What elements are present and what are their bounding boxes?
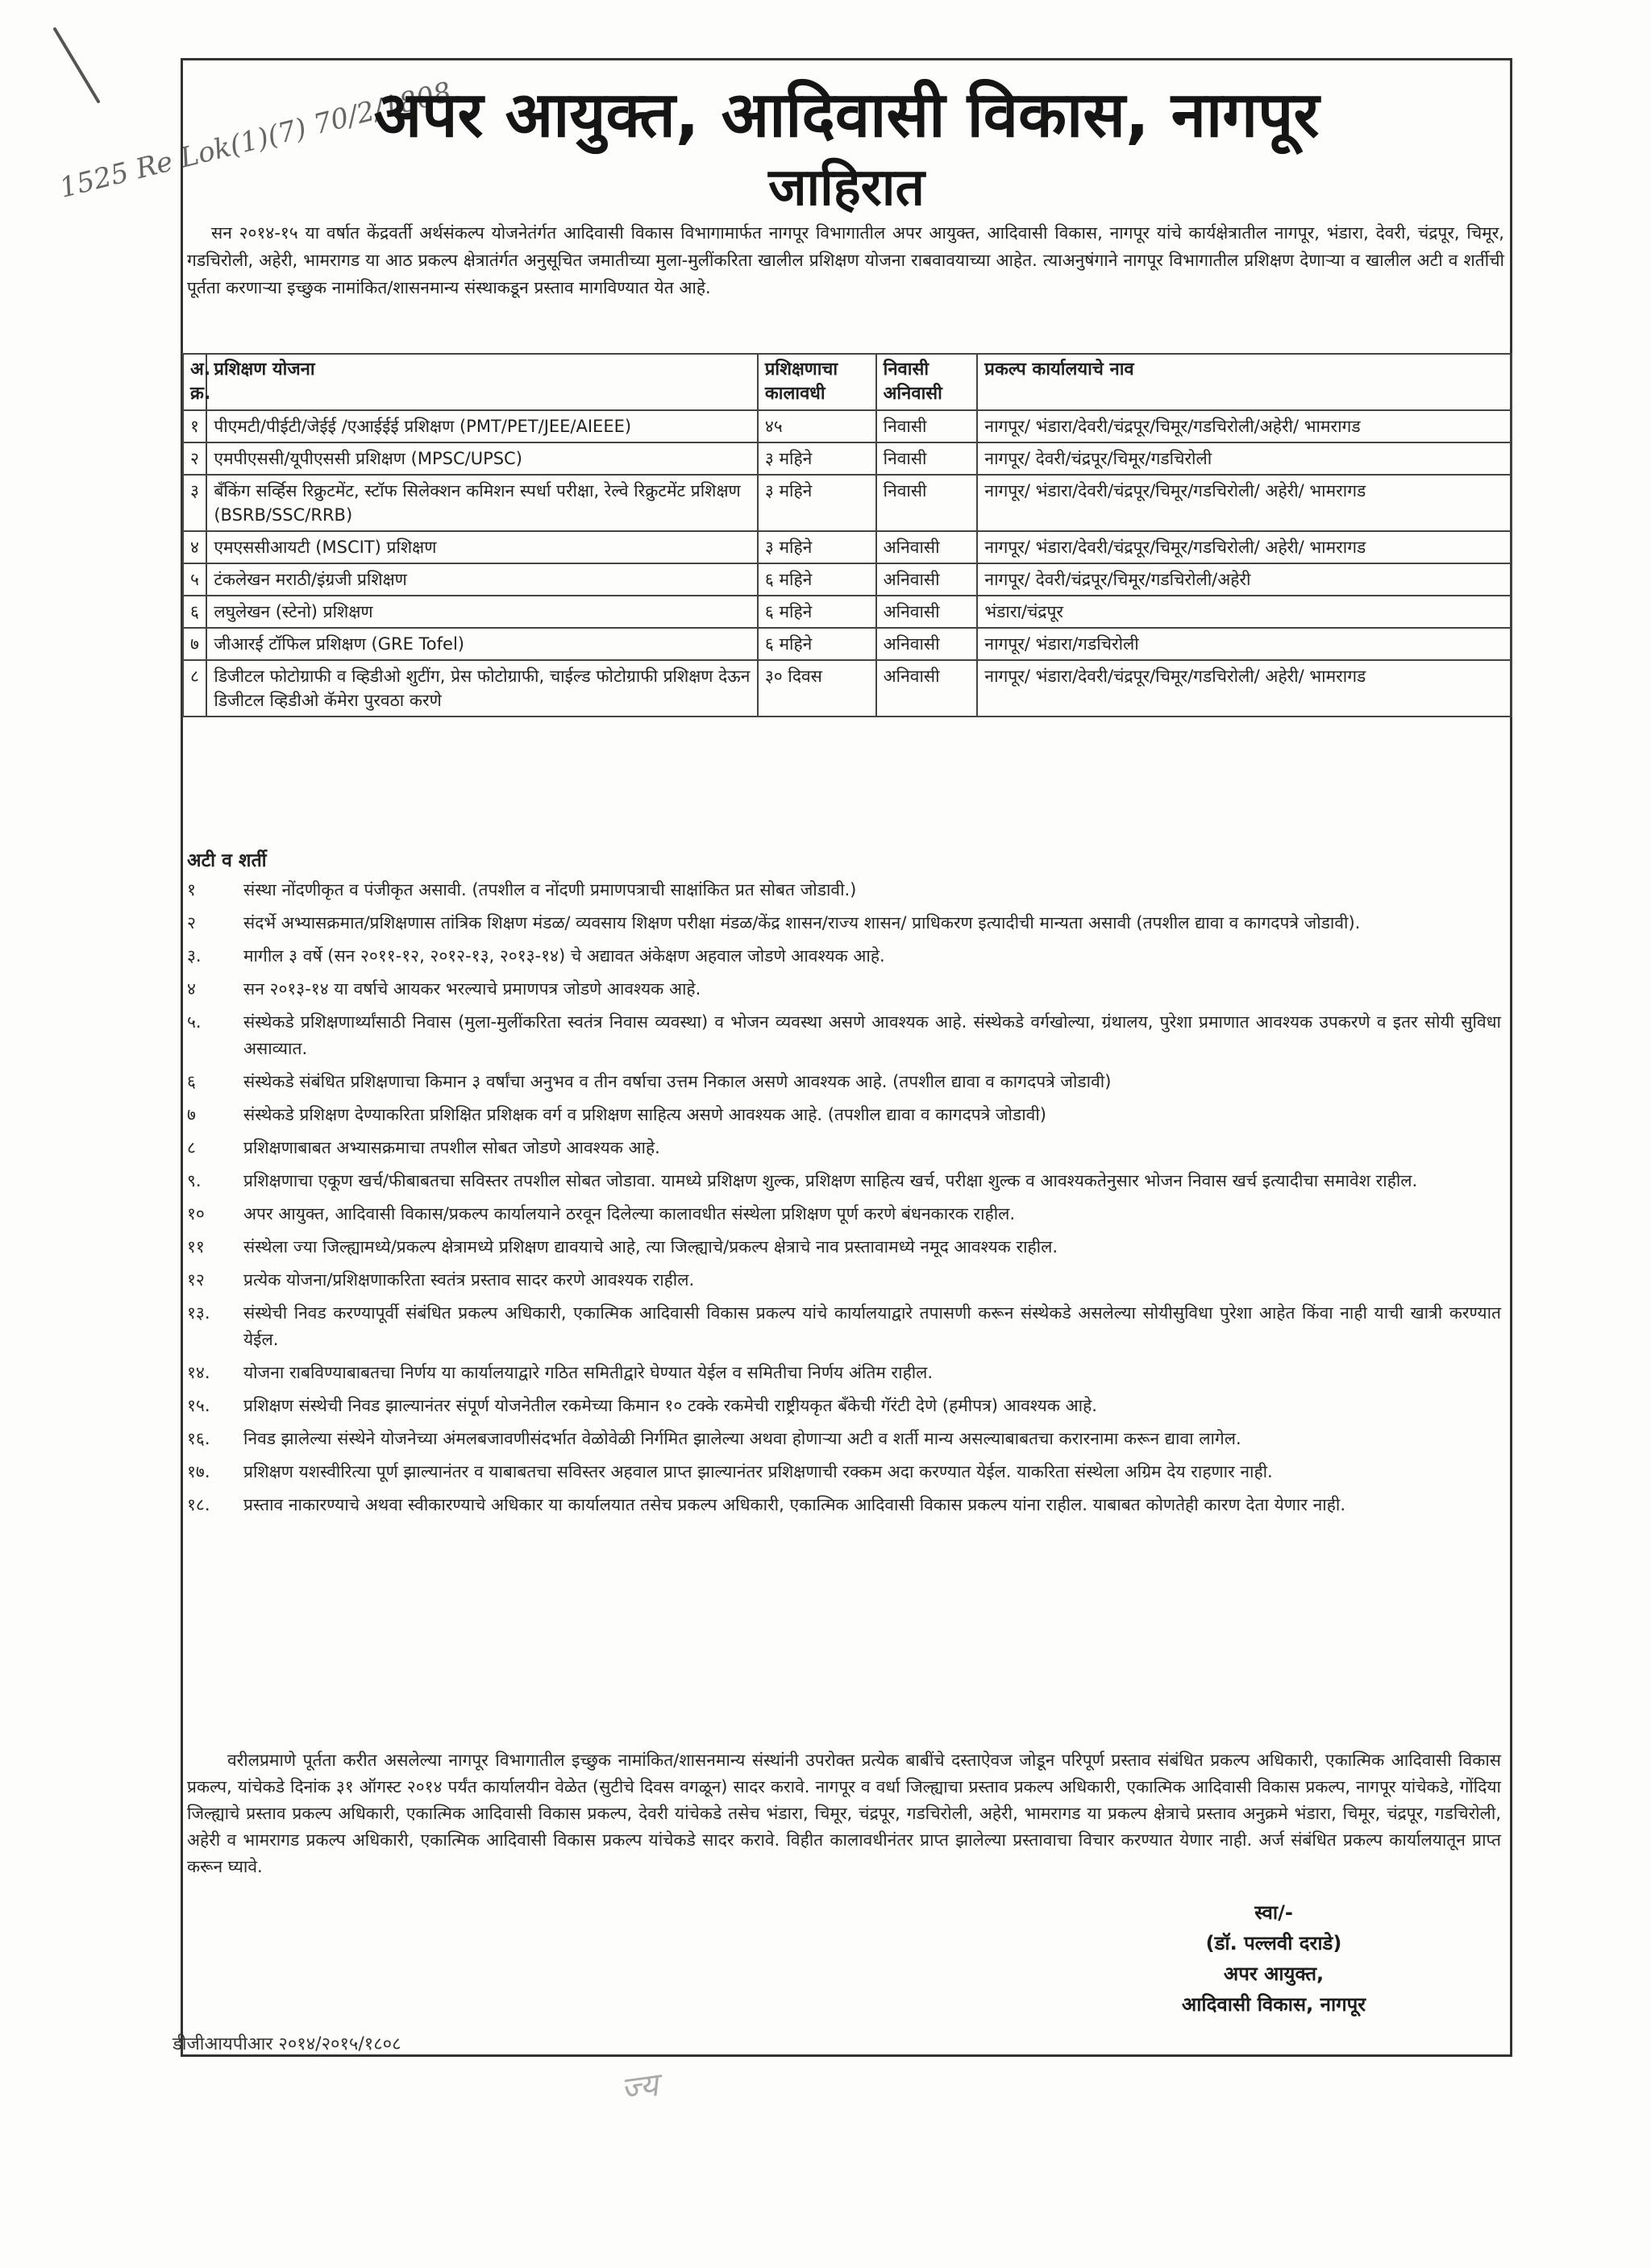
condition-number: २ [187,913,196,933]
condition-number: ८ [187,1138,196,1157]
condition-text: संस्थेकडे प्रशिक्षण देण्याकरिता प्रशिक्षित प्रशिक्षक वर्ग व प्रशिक्षण साहित्य असणे आवश्यक आहे. (तपशील द्यावा व कागदपत्रे जोडावी) [243,1105,1046,1124]
condition-item [187,1492,1501,1518]
table-header-row [183,354,1512,410]
cell-residential: अनिवासी [876,531,978,563]
table-row [183,410,1512,442]
condition-number: ३. [187,946,202,966]
condition-item [187,1267,1501,1294]
condition-text: मागील ३ वर्षे (सन २०११-१२, २०१२-१३, २०१३-१४) चे अद्यावत अंकेक्षण अहवाल जोडणे आवश्यक आहे. [243,946,885,966]
cell-serial-no: ७ [183,628,206,660]
cell-scheme: जीआरई टॉफिल प्रशिक्षण (GRE Tofel) [206,628,758,660]
notice-title: अपर आयुक्त, आदिवासी विकास, नागपूर [373,79,1320,152]
condition-item [187,1300,1501,1353]
condition-text: निवड झालेल्या संस्थेने योजनेच्या अंमलबजावणीसंदर्भात वेळोवेळी निर्गमित झालेल्या अथवा होणाऱ्या अटी व शर्ती मान्य असल्याबाबतचा करारनामा करून द्यावा लागेल. [243,1429,1241,1448]
cell-residential: अनिवासी [876,563,978,596]
condition-number: १८. [187,1495,210,1514]
pencil-note: ज्य [618,2066,661,2108]
condition-item [187,1069,1501,1095]
conditions-list [187,877,1501,1525]
condition-text: प्रशिक्षणाचा एकूण खर्च/फीबाबतचा सविस्तर तपशील सोबत जोडावा. यामध्ये प्रशिक्षण शुल्क, प्रशिक्षण साहित्य खर्च, परीक्षा शुल्क व आवश्यकतेनुसार भोजन निवास खर्च इत्यादीचा समावेश राहील. [243,1171,1418,1190]
condition-text: संदर्भे अभ्यासक्रमात/प्रशिक्षणास तांत्रिक शिक्षण मंडळ/ व्यवसाय शिक्षण परीक्षा मंडळ/केंद्र शासन/राज्य शासन/ प्राधिकरण इत्यादीची मान्यता असावी (तपशील द्यावा व कागदपत्रे जोडावी). [243,913,1361,933]
header-serial-no: अ. क्र. [183,354,206,410]
cell-duration: ६ महिने [758,596,876,628]
condition-number: ११ [187,1237,205,1257]
condition-number: १५. [187,1396,210,1415]
condition-number: १४. [187,1363,210,1382]
cell-residential: निवासी [876,475,978,531]
cell-residential: अनिवासी [876,596,978,628]
cell-serial-no: २ [183,442,206,475]
cell-serial-no: ६ [183,596,206,628]
cell-project-office: नागपूर/ देवरी/चंद्रपूर/चिमूर/गडचिरोली [977,442,1512,475]
cell-duration: ३ महिने [758,531,876,563]
cell-project-office: नागपूर/ भंडारा/देवरी/चंद्रपूर/चिमूर/गडचिरोली/अहेरी/ भामरागड [977,410,1512,442]
cell-residential: निवासी [876,410,978,442]
cell-serial-no: १ [183,410,206,442]
cell-scheme: बँकिंग सर्व्हिस रिक्रुटमेंट, स्टॉफ सिलेक्शन कमिशन स्पर्धा परीक्षा, रेल्वे रिक्रुटमेंट प्रशिक्षण (BSRB/SSC/RRB) [206,475,758,531]
condition-number: ९. [187,1171,202,1190]
cell-duration: ३ महिने [758,442,876,475]
closing-paragraph: वरीलप्रमाणे पूर्तता करीत असलेल्या नागपूर विभागातील इच्छुक नामांकित/शासनमान्य संस्थांनी उपरोक्त प्रत्येक बाबींचे दस्ताऐवज जोडून परिपूर्ण प्रस्ताव संबंधित प्रकल्प अधिकारी, एकात्मिक आदिवासी विकास प्रकल्प, यांचेकडे दिनांक ३१ ऑगस्ट २०१४ पर्यंत कार्यालयीन वेळेत (सुटीचे दिवस वगळून) सादर करावे. नागपूर व वर्धा जिल्ह्याचा प्रस्ताव प्रकल्प अधिकारी, एकात्मिक आदिवासी विकास प्रकल्प, नागपूर यांचेकडे, गोंदिया जिल्ह्याचे प्रस्ताव प्रकल्प अधिकारी, एकात्मिक आदिवासी विकास प्रकल्प, देवरी यांचेकडे तसेच भंडारा, चिमूर, चंद्रपूर, गडचिरोली, अहेरी, भामरागड या प्रकल्प क्षेत्राचे प्रस्ताव अनुक्रमे भंडारा, चिमूर, चंद्रपूर, गडचिरोली, अहेरी व भामरागड प्रकल्प अधिकारी, एकात्मिक आदिवासी विकास प्रकल्प यांचेकडे सादर करावे. विहीत कालावधीनंतर प्राप्त झालेल्या प्रस्तावाचा विचार करण्यात येणार नाही. अर्ज संबंधित प्रकल्प कार्यालयातून प्राप्त करून घ्यावे. [187,1751,1501,1876]
condition-item [187,1393,1501,1419]
condition-item [187,1135,1501,1161]
table-row [183,628,1512,660]
cell-scheme: एमएससीआयटी (MSCIT) प्रशिक्षण [206,531,758,563]
condition-text: संस्था नोंदणीकृत व पंजीकृत असावी. (तपशील व नोंदणी प्रमाणपत्राची साक्षांकित प्रत सोबत जोडावी.) [243,880,857,899]
cell-project-office: नागपूर/ भंडारा/देवरी/चंद्रपूर/चिमूर/गडचिरोली/ अहेरी/ भामरागड [977,660,1512,717]
cell-duration: ४५ [758,410,876,442]
condition-item [187,1102,1501,1128]
cell-duration: ३० दिवस [758,660,876,717]
condition-text: संस्थेला ज्या जिल्ह्यामध्ये/प्रकल्प क्षेत्रामध्ये प्रशिक्षण द्यावयाचे आहे, त्या जिल्ह्याचे/प्रकल्प क्षेत्राचे नाव प्रस्तावामध्ये नमूद आवश्यक राहील. [243,1237,1058,1257]
condition-text: प्रशिक्षणाबाबत अभ्यासक्रमाचा तपशील सोबत जोडणे आवश्यक आहे. [243,1138,660,1157]
header-scheme: प्रशिक्षण योजना [206,354,758,410]
pen-stroke-mark [48,24,121,113]
cell-project-office: नागपूर/ भंडारा/देवरी/चंद्रपूर/चिमूर/गडचिरोली/ अहेरी/ भामरागड [977,475,1512,531]
condition-number: ५. [187,1012,202,1032]
condition-text: संस्थेची निवड करण्यापूर्वी संबंधित प्रकल्प अधिकारी, एकात्मिक आदिवासी विकास प्रकल्प यांचे कार्यालयाद्वारे तपासणी करून संस्थेकडे असलेल्या सोयीसुविधा पुरेशा आहेत किंवा नाही याची खात्री करण्यात येईल. [243,1303,1501,1349]
condition-item [187,976,1501,1003]
table-row [183,442,1512,475]
condition-text: योजना राबविण्याबाबतचा निर्णय या कार्यालयाद्वारे गठित समितीद्वारे घेण्यात येईल व समितीचा निर्णय अंतिम राहील. [243,1363,934,1382]
cell-duration: ३ महिने [758,475,876,531]
signatory-name: (डॉ. पल्लवी दराडे) [1205,1932,1342,1954]
cell-scheme: डिजीटल फोटोग्राफी व व्हिडीओ शुटींग, प्रेस फोटोग्राफी, चाईल्ड फोटोग्राफी प्रशिक्षण देऊन डिजीटल व्हिडीओ कॅमेरा पुरवठा करणे [206,660,758,717]
condition-text: प्रशिक्षण संस्थेची निवड झाल्यानंतर संपूर्ण योजनेतील रकमेच्या किमान १० टक्के रकमेची राष्ट्रीयकृत बँकेची गॅरंटी देणे (हमीपत्र) आवश्यक आहे. [243,1396,1097,1415]
condition-number: ७ [187,1105,196,1124]
cell-duration: ६ महिने [758,628,876,660]
cell-serial-no: ८ [183,660,206,717]
condition-text: संस्थेकडे संबंधित प्रशिक्षणाचा किमान ३ वर्षांचा अनुभव व तीन वर्षाचा उत्तम निकाल असणे आवश्यक आहे. (तपशील द्यावा व कागदपत्रे जोडावी) [243,1072,1112,1091]
condition-item [187,1201,1501,1227]
signatory-office: आदिवासी विकास, नागपूर [1181,1993,1366,2016]
condition-text: प्रत्येक योजना/प्रशिक्षणाकरिता स्वतंत्र प्रस्ताव सादर करणे आवश्यक राहील. [243,1270,695,1290]
cell-serial-no: ४ [183,531,206,563]
reference-number: डीजीआयपीआर २०१४/२०१५/१८०८ [173,2034,401,2054]
cell-project-office: नागपूर/ भंडारा/देवरी/चंद्रपूर/चिमूर/गडचिरोली/ अहेरी/ भामरागड [977,531,1512,563]
condition-number: १३. [187,1303,210,1323]
condition-text: संस्थेकडे प्रशिक्षणार्थ्यांसाठी निवास (मुला-मुलींकरिता स्वतंत्र निवास व्यवस्था) व भोजन व्यवस्था असणे आवश्यक आहे. संस्थेकडे वर्गखोल्या, ग्रंथालय, पुरेशा प्रमाणात आवश्यक उपकरणे व इतर सोयी सुविधा असाव्यात. [243,1012,1501,1058]
condition-text: प्रस्ताव नाकारण्याचे अथवा स्वीकारण्याचे अधिकार या कार्यालयात तसेच प्रकल्प अधिकारी, एकात्मिक आदिवासी विकास प्रकल्प यांना राहील. याबाबत कोणतेही कारण देता येणार नाही. [243,1495,1345,1514]
cell-serial-no: ५ [183,563,206,596]
cell-project-office: भंडारा/चंद्रपूर [977,596,1512,628]
cell-residential: अनिवासी [876,628,978,660]
condition-item [187,877,1501,903]
condition-text: अपर आयुक्त, आदिवासी विकास/प्रकल्प कार्यालयाने ठरवून दिलेल्या कालावधीत संस्थेला प्रशिक्षण पूर्ण करणे बंधनकारक राहील. [243,1204,1016,1223]
condition-number: १० [187,1204,205,1223]
training-schemes-table [182,353,1512,717]
handwritten-margin-note: 1525 Re Lok(1)(7) 70/2/1808 [56,76,455,205]
table-row [183,596,1512,628]
table-row [183,531,1512,563]
cell-residential: निवासी [876,442,978,475]
condition-number: १ [187,880,196,899]
table-row [183,475,1512,531]
header-duration: प्रशिक्षणाचा कालावधी [758,354,876,410]
table-row [183,563,1512,596]
cell-residential: अनिवासी [876,660,978,717]
condition-item [187,1459,1501,1485]
condition-number: ६ [187,1072,196,1091]
conditions-heading: अटी व शर्ती [187,850,267,871]
condition-number: १६. [187,1429,210,1448]
signature-block [1112,1897,1435,2020]
condition-number: ४ [187,979,196,999]
cell-serial-no: ३ [183,475,206,531]
condition-item [187,1360,1501,1386]
condition-number: १७. [187,1462,210,1481]
condition-item [187,943,1501,970]
header-residential: निवासी अनिवासी [876,354,978,410]
condition-item [187,1426,1501,1452]
notice-subtitle: जाहिरात [768,158,925,218]
table-row [183,660,1512,717]
signatory-designation: अपर आयुक्त, [1223,1963,1325,1985]
condition-text: सन २०१३-१४ या वर्षाचे आयकर भरल्याचे प्रमाणपत्र जोडणे आवश्यक आहे. [243,979,701,999]
condition-text: प्रशिक्षण यशस्वीरित्या पूर्ण झाल्यानंतर व याबाबतचा सविस्तर अहवाल प्राप्त झाल्यानंतर प्रशिक्षणाची रक्कम अदा करण्यात येईल. याकरिता संस्थेला अग्रिम देय राहणार नाही. [243,1462,1273,1481]
intro-paragraph: सन २०१४-१५ या वर्षात केंद्रवर्ती अर्थसंकल्प योजनेतंर्गत आदिवासी विकास विभागामार्फत नागपूर विभागातील अपर आयुक्त, आदिवासी विकास, नागपूर यांचे कार्यक्षेत्रातील नागपूर, भंडारा, देवरी, चंद्रपूर, चिमूर, गडचिरोली, अहेरी, भामरागड या आठ प्रकल्प क्षेत्रातंर्गत अनुसूचित जमातीच्या मुला-मुलींकरिता खालील प्रशिक्षण योजना राबवावयाच्या आहेत. त्याअनुषंगाने नागपूर विभागातील प्रशिक्षण देणाऱ्या व खालील अटी व शर्तीची पूर्तता करणाऱ्या इच्छुक नामांकित/शासनमान्य संस्थाकडून प्रस्ताव मागविण्यात येत आहे. [187,223,1504,297]
cell-scheme: टंकलेखन मराठी/इंग्रजी प्रशिक्षण [206,563,758,596]
cell-scheme: लघुलेखन (स्टेनो) प्रशिक्षण [206,596,758,628]
cell-duration: ६ महिने [758,563,876,596]
cell-project-office: नागपूर/ देवरी/चंद्रपूर/चिमूर/गडचिरोली/अहेरी [977,563,1512,596]
condition-number: १२ [187,1270,205,1290]
condition-item [187,1009,1501,1062]
cell-project-office: नागपूर/ भंडारा/गडचिरोली [977,628,1512,660]
condition-item [187,910,1501,937]
cell-scheme: एमपीएससी/यूपीएससी प्रशिक्षण (MPSC/UPSC) [206,442,758,475]
condition-item [187,1168,1501,1194]
header-project-office: प्रकल्प कार्यालयाचे नाव [977,354,1512,410]
condition-item [187,1234,1501,1261]
signature-signed: स्वा/- [1254,1901,1293,1924]
cell-scheme: पीएमटी/पीईटी/जेईई /एआईईई प्रशिक्षण (PMT/PET/JEE/AIEEE) [206,410,758,442]
